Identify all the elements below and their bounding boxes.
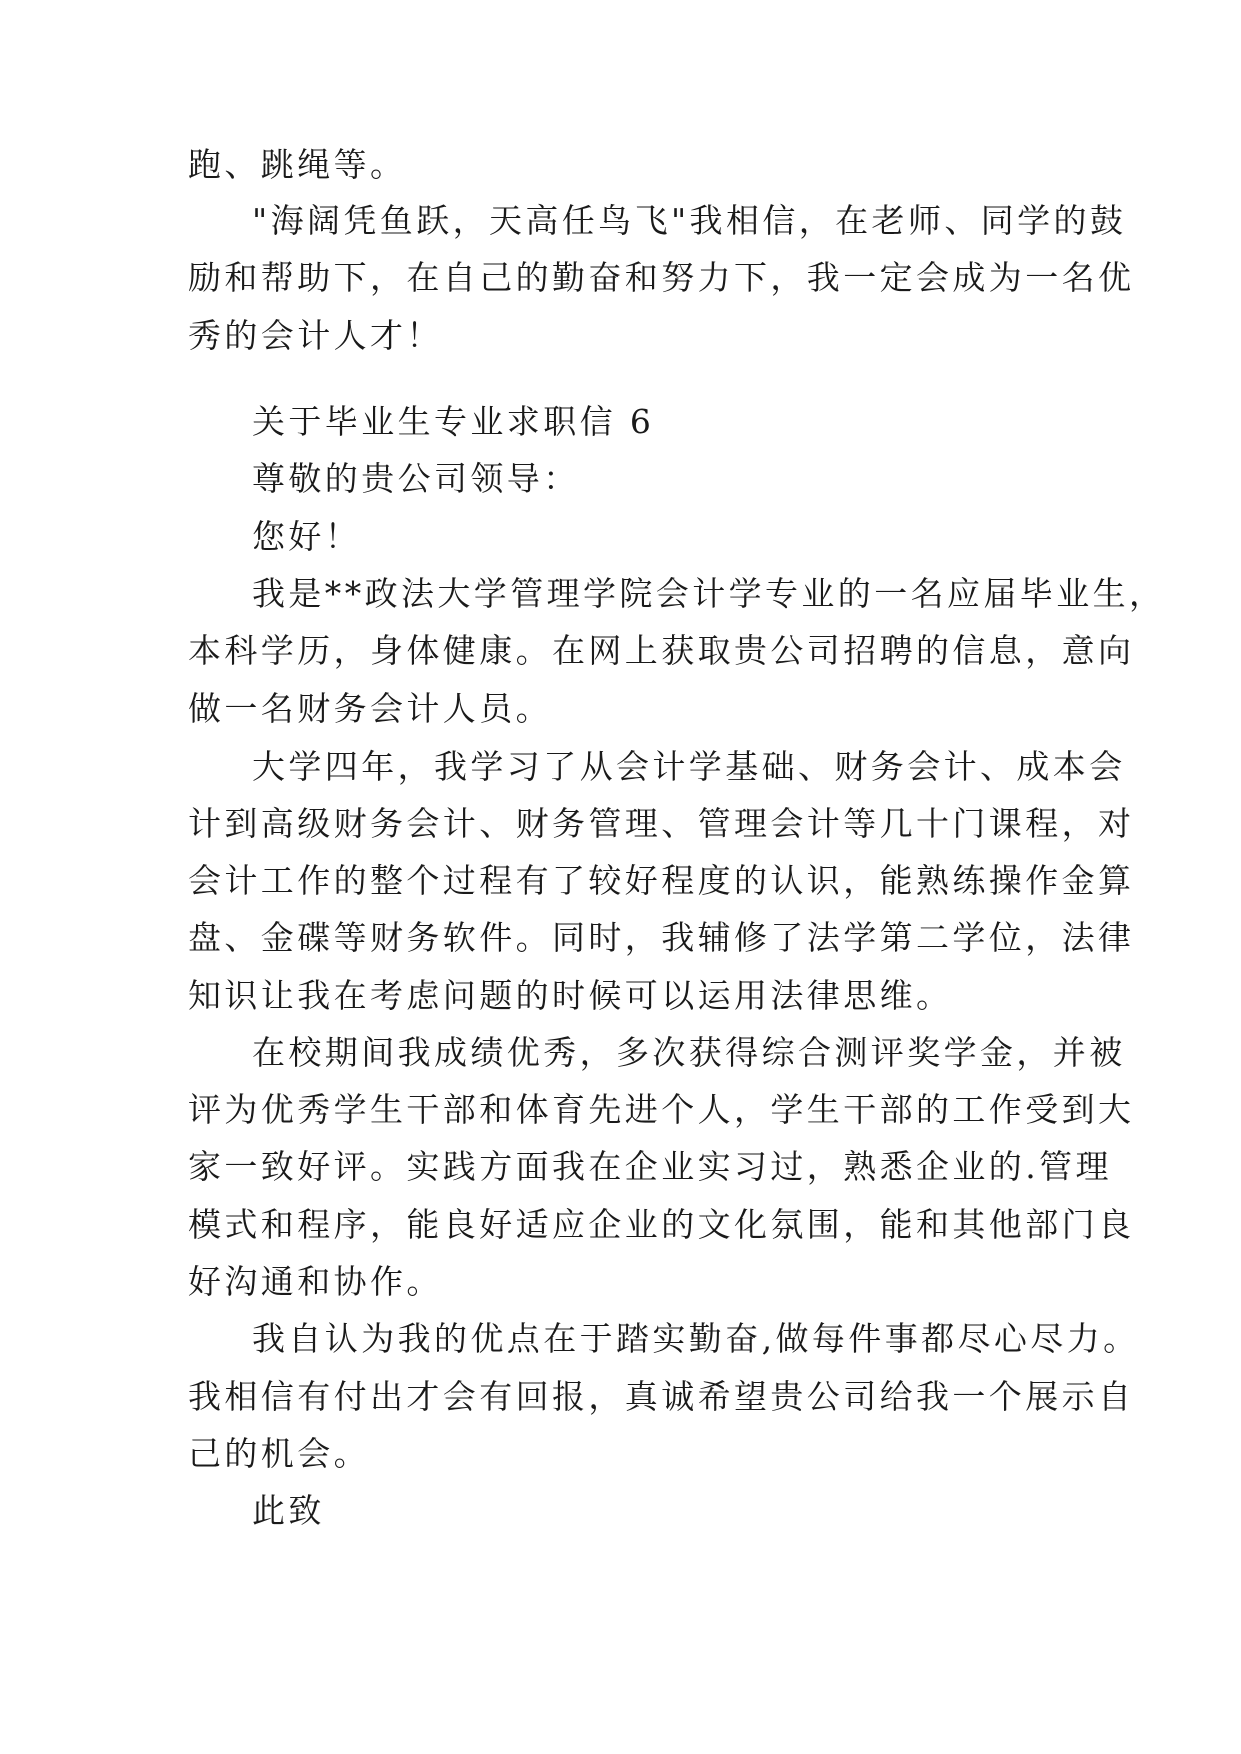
text-line: 我相信有付出才会有回报，真诚希望贵公司给我一个展示自	[188, 1377, 1135, 1416]
text-line: 秀的会计人才！	[188, 316, 443, 355]
text-line: 好沟通和协作。	[188, 1262, 443, 1301]
text-line: 知识让我在考虑问题的时候可以运用法律思维。	[188, 976, 953, 1015]
text-line: 模式和程序，能良好适应企业的文化氛围，能和其他部门良	[188, 1205, 1135, 1244]
text-line: 家一致好评。实践方面我在企业实习过，熟悉企业的.管理	[188, 1147, 1112, 1186]
text-line: 跑、跳绳等。	[188, 145, 407, 184]
text-line: 我是**政法大学管理学院会计学专业的一名应届毕业生，	[252, 574, 1166, 613]
text-line: 励和帮助下，在自己的勤奋和努力下，我一定会成为一名优	[188, 258, 1135, 297]
text-line: 评为优秀学生干部和体育先进个人，学生干部的工作受到大	[188, 1090, 1135, 1129]
closing-line: 此致	[252, 1491, 325, 1530]
section-heading: 关于毕业生专业求职信 6	[252, 402, 655, 441]
text-line: 在校期间我成绩优秀，多次获得综合测评奖学金，并被	[252, 1033, 1126, 1072]
text-line: 计到高级财务会计、财务管理、管理会计等几十门课程，对	[188, 804, 1135, 843]
text-line: 我自认为我的优点在于踏实勤奋,做每件事都尽心尽力。	[252, 1319, 1140, 1358]
salutation: 尊敬的贵公司领导：	[252, 459, 580, 498]
text-line: 大学四年，我学习了从会计学基础、财务会计、成本会	[252, 747, 1126, 786]
greeting: 您好！	[252, 517, 362, 556]
text-line: 盘、金碟等财务软件。同时，我辅修了法学第二学位，法律	[188, 918, 1135, 957]
text-line: 己的机会。	[188, 1434, 370, 1473]
text-line: 本科学历，身体健康。在网上获取贵公司招聘的信息，意向	[188, 631, 1135, 670]
text-line: "海阔凭鱼跃，天高任鸟飞"我相信，在老师、同学的鼓	[252, 201, 1127, 240]
text-line: 会计工作的整个过程有了较好程度的认识，能熟练操作金算	[188, 861, 1135, 900]
text-line: 做一名财务会计人员。	[188, 689, 552, 728]
